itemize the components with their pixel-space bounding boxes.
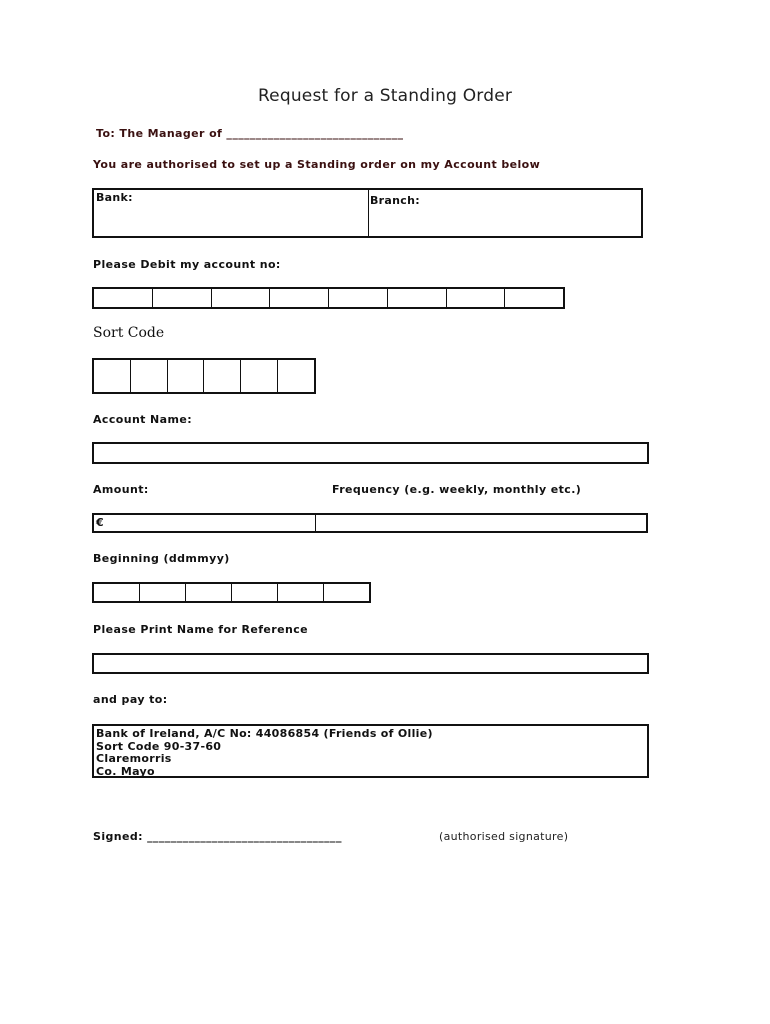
account-digit-cell[interactable]	[153, 289, 212, 307]
to-manager-line: To: The Manager of ______________________________	[96, 127, 404, 140]
account-digit-cell[interactable]	[505, 289, 563, 307]
date-digit-cell[interactable]	[186, 584, 232, 601]
sort-code-digit-cell[interactable]	[204, 360, 241, 392]
sort-code-cells	[92, 358, 316, 394]
account-digit-cell[interactable]	[329, 289, 388, 307]
sort-code-digit-cell[interactable]	[131, 360, 168, 392]
account-name-label: Account Name:	[93, 413, 193, 426]
euro-symbol: €	[96, 516, 104, 529]
sort-code-label: Sort Code	[93, 325, 165, 341]
account-digit-cell[interactable]	[447, 289, 506, 307]
frequency-field[interactable]	[316, 515, 646, 531]
payee-bank-account: Bank of Ireland, A/C No: 44086854 (Friends of Ollie)	[96, 727, 433, 740]
bank-label: Bank:	[96, 191, 133, 204]
payee-county: Co. Mayo	[96, 764, 155, 778]
print-name-label: Please Print Name for Reference	[93, 623, 308, 636]
payee-town: Claremorris	[96, 752, 172, 765]
account-digit-cell[interactable]	[212, 289, 271, 307]
sort-code-digit-cell[interactable]	[278, 360, 314, 392]
date-digit-cell[interactable]	[94, 584, 140, 601]
branch-field[interactable]	[369, 190, 641, 236]
sort-code-digit-cell[interactable]	[241, 360, 278, 392]
amount-label: Amount:	[93, 483, 149, 496]
account-name-field[interactable]	[92, 442, 649, 464]
account-number-cells	[92, 287, 565, 309]
account-digit-cell[interactable]	[94, 289, 153, 307]
date-digit-cell[interactable]	[324, 584, 369, 601]
bank-branch-box	[92, 188, 643, 238]
branch-label: Branch:	[370, 194, 420, 207]
account-digit-cell[interactable]	[388, 289, 447, 307]
payee-details-box	[92, 724, 649, 778]
date-digit-cell[interactable]	[140, 584, 186, 601]
date-digit-cell[interactable]	[278, 584, 324, 601]
frequency-label: Frequency (e.g. weekly, monthly etc.)	[332, 483, 582, 496]
date-digit-cell[interactable]	[232, 584, 278, 601]
account-digit-cell[interactable]	[270, 289, 329, 307]
authorisation-statement: You are authorised to set up a Standing order on my Account below	[93, 158, 541, 171]
signed-line: Signed: _________________________________	[93, 830, 342, 843]
sort-code-digit-cell[interactable]	[168, 360, 205, 392]
authorised-signature-note: (authorised signature)	[439, 830, 569, 843]
print-name-field[interactable]	[92, 653, 649, 674]
pay-to-label: and pay to:	[93, 693, 168, 706]
payee-sort-code: Sort Code 90-37-60	[96, 739, 222, 753]
bank-field[interactable]	[94, 190, 369, 236]
amount-field[interactable]	[94, 515, 316, 531]
debit-account-label: Please Debit my account no:	[93, 258, 281, 271]
amount-frequency-box	[92, 513, 648, 533]
beginning-date-cells	[92, 582, 371, 603]
page-title: Request for a Standing Order	[257, 86, 513, 106]
sort-code-digit-cell[interactable]	[94, 360, 131, 392]
beginning-date-label: Beginning (ddmmyy)	[93, 552, 230, 565]
